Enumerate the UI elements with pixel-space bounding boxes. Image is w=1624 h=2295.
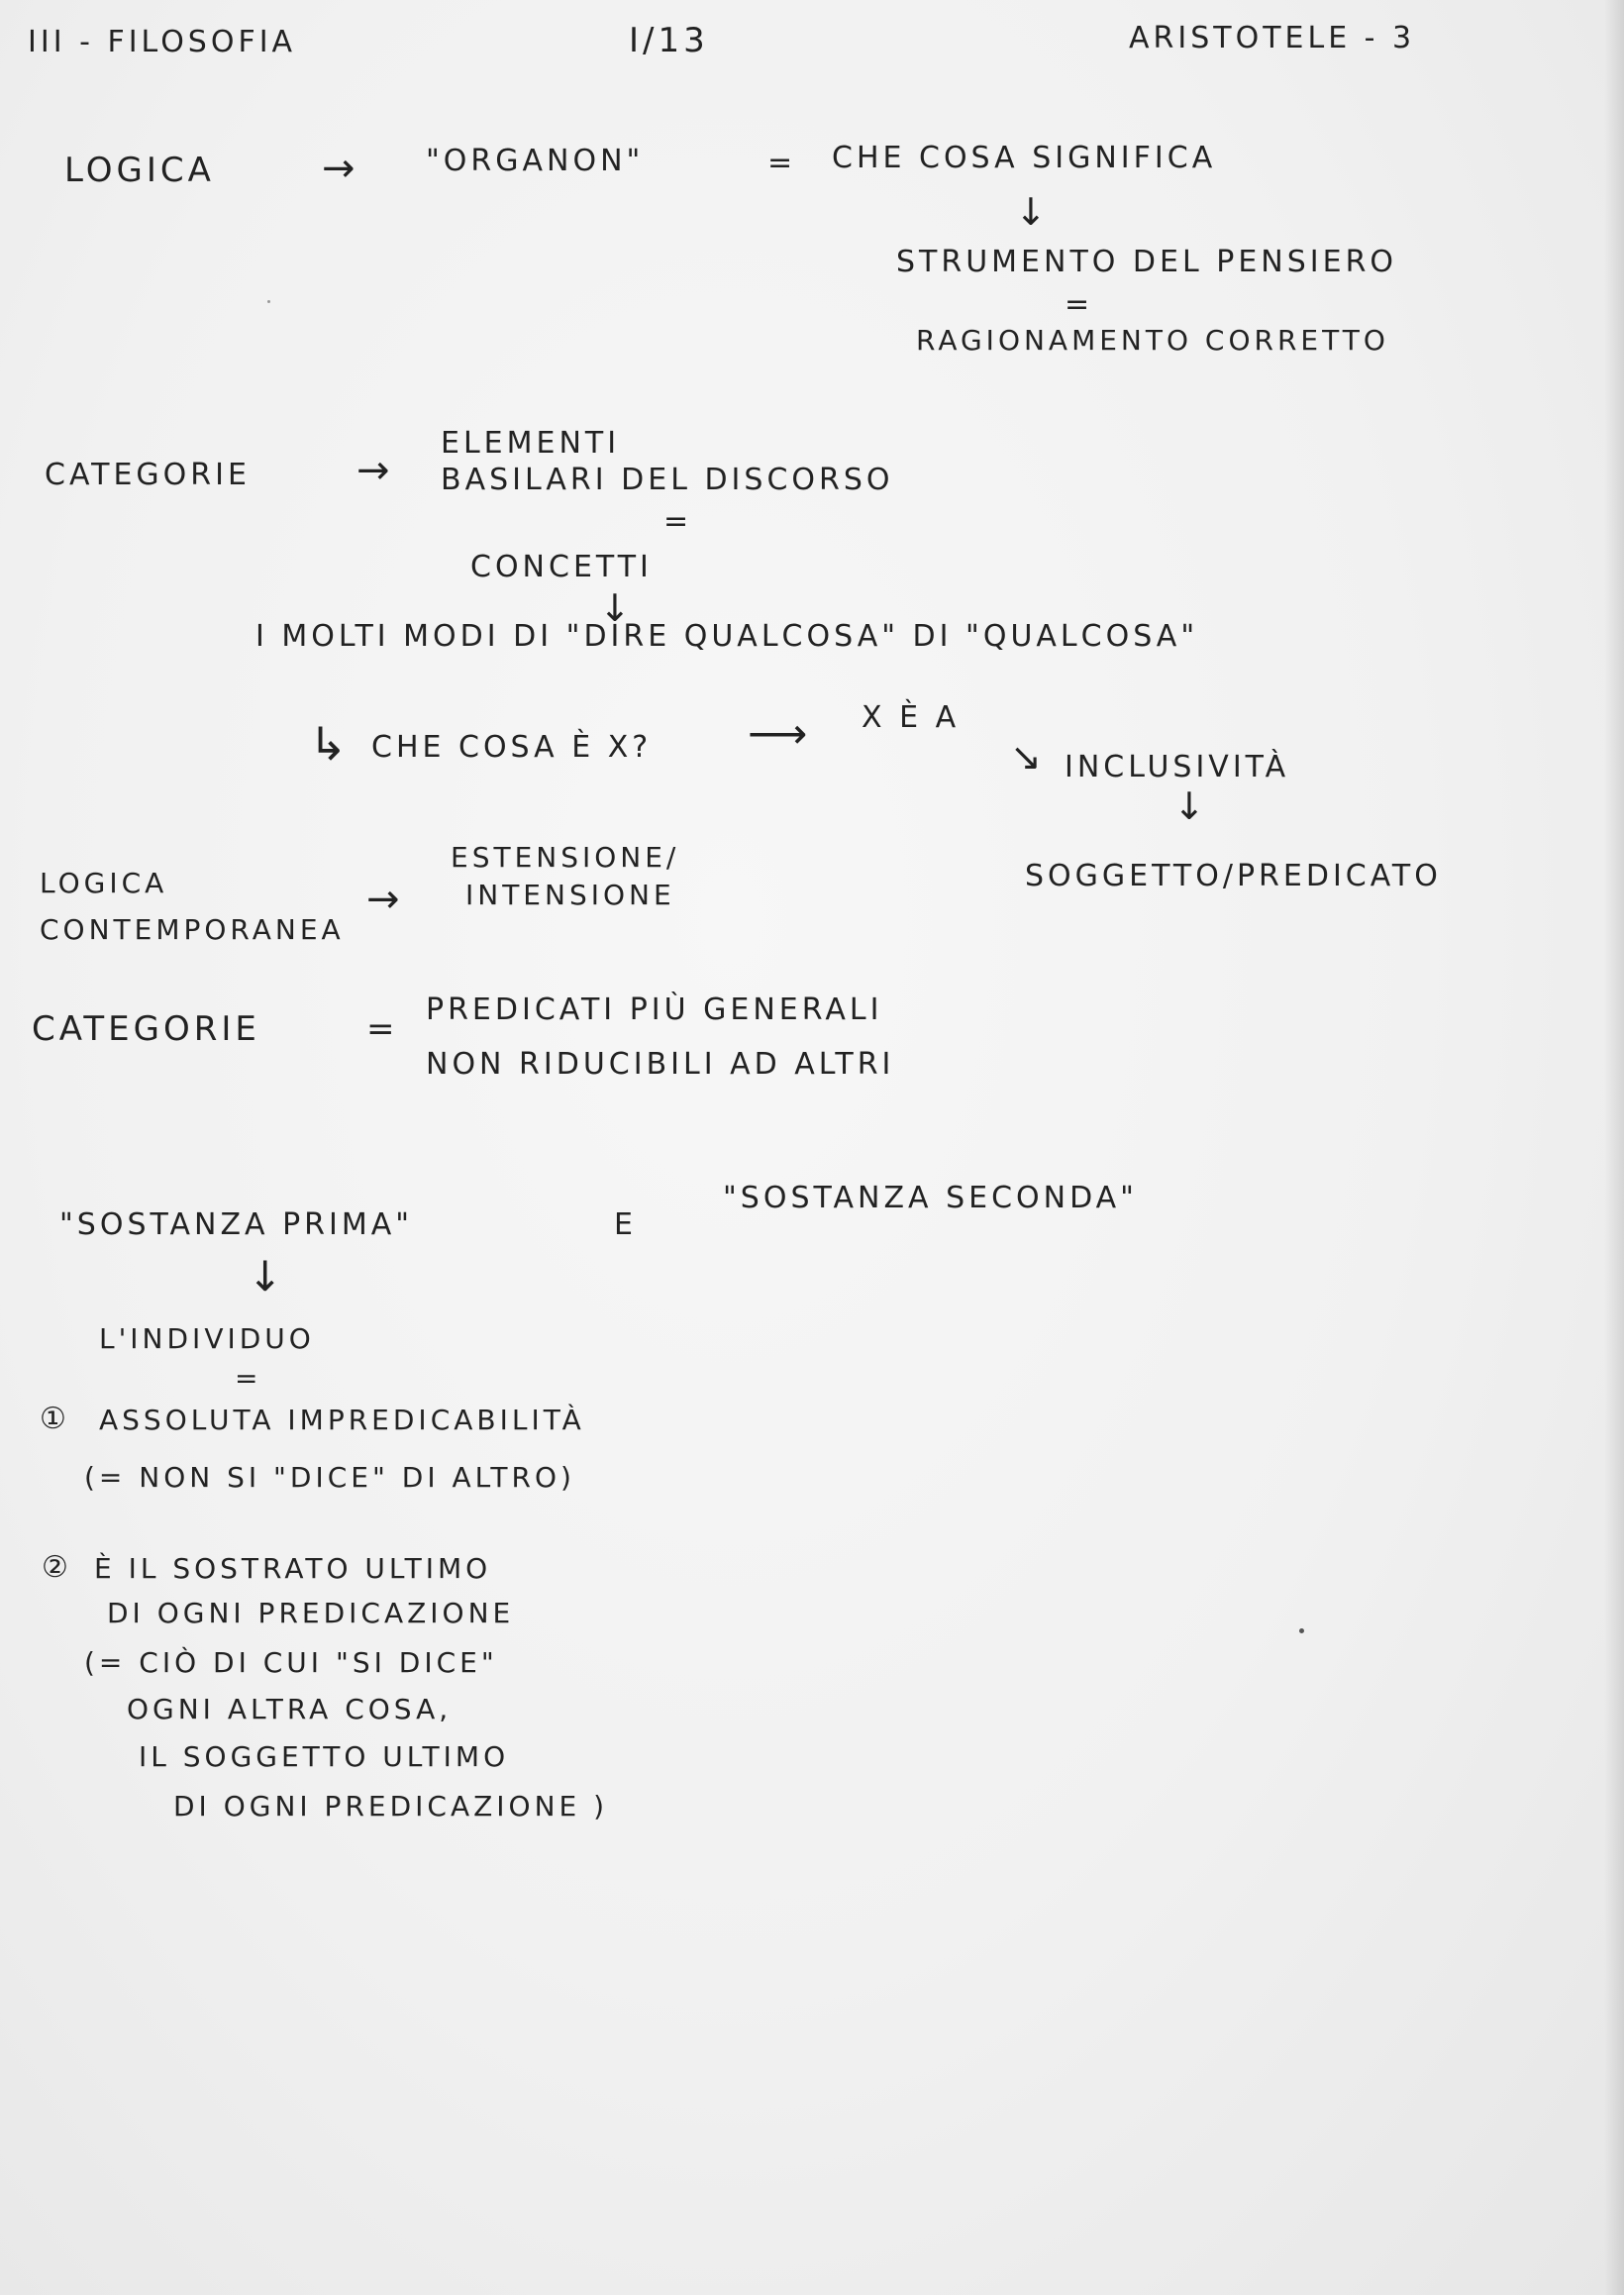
estensione-label: ESTENSIONE/	[451, 841, 680, 874]
organon-equals: =	[767, 146, 797, 180]
concetti-down-arrow: ↓	[599, 586, 631, 630]
point1-line1: ASSOLUTA IMPREDICABILITÀ	[99, 1404, 585, 1436]
individuo-label: L'INDIVIDUO	[99, 1322, 315, 1355]
sostanza-e: E	[614, 1207, 637, 1242]
header-left: III - FILOSOFIA	[28, 25, 297, 59]
point2-line5: IL SOGGETTO ULTIMO	[139, 1740, 510, 1773]
organon-label: "ORGANON"	[426, 144, 645, 178]
definizione-line1: PREDICATI PIÙ GENERALI	[426, 992, 883, 1027]
logica-term: LOGICA	[64, 151, 215, 190]
categorie-equals: =	[663, 504, 693, 539]
contemporanea-line1: LOGICA	[40, 867, 168, 899]
definizione-line2: NON RIDUCIBILI AD ALTRI	[426, 1047, 895, 1082]
point1-line2: (= NON SI "DICE" DI ALTRO)	[84, 1461, 575, 1494]
inclusivita-down-arrow: ↓	[1173, 784, 1205, 828]
categorie-arrow: →	[356, 448, 390, 493]
molti-modi-line: I MOLTI MODI DI "DIRE QUALCOSA" DI "QUALCOSA"	[255, 619, 1199, 654]
page-edge-shadow	[1604, 0, 1624, 2295]
point2-line2: DI OGNI PREDICAZIONE	[107, 1597, 515, 1629]
diagonal-arrow: ↘	[1010, 735, 1042, 779]
ragionamento-line: RAGIONAMENTO CORRETTO	[916, 324, 1389, 357]
intensione-label: INTENSIONE	[465, 879, 675, 911]
definizione-equals: =	[366, 1009, 399, 1049]
logica-arrow: →	[322, 146, 355, 191]
categorie-term: CATEGORIE	[45, 458, 251, 492]
individuo-equals: =	[235, 1362, 262, 1395]
organon-meaning: CHE COSA SIGNIFICA	[832, 141, 1217, 175]
point2-line4: OGNI ALTRA COSA,	[127, 1693, 453, 1725]
sostanza-down-arrow: ↓	[248, 1252, 283, 1301]
contemporanea-line2: CONTEMPORANEA	[40, 913, 345, 946]
header-right: ARISTOTELE - 3	[1129, 21, 1416, 55]
soggetto-predicato: SOGGETTO/PREDICATO	[1025, 859, 1442, 893]
sostanza-prima: "SOSTANZA PRIMA"	[59, 1207, 414, 1242]
point2-line1: È IL SOSTRATO ULTIMO	[94, 1552, 492, 1585]
point2-line3: (= CIÒ DI CUI "SI DICE"	[84, 1646, 498, 1679]
point2-number: ②	[42, 1550, 68, 1585]
point1-number: ①	[40, 1402, 66, 1436]
scan-speck	[1299, 1628, 1304, 1633]
corner-arrow: ↳	[309, 717, 348, 771]
inclusivita-label: INCLUSIVITÀ	[1065, 750, 1290, 784]
header-center: I/13	[629, 21, 709, 60]
strumento-equals: =	[1065, 287, 1094, 322]
x-e-a-answer: X È A	[862, 700, 961, 735]
concetti-label: CONCETTI	[470, 550, 653, 584]
meaning-down-arrow: ↓	[1015, 190, 1047, 234]
scan-speck-small	[267, 300, 270, 303]
categorie-elementi: ELEMENTI	[441, 426, 621, 461]
categorie-basilari: BASILARI DEL DISCORSO	[441, 463, 894, 497]
question-arrow: ⟶	[748, 709, 808, 758]
sostanza-seconda: "SOSTANZA SECONDA"	[723, 1181, 1138, 1215]
definizione-term: CATEGORIE	[32, 1009, 260, 1049]
che-cosa-question: CHE COSA È X?	[371, 730, 653, 765]
strumento-line: STRUMENTO DEL PENSIERO	[896, 245, 1398, 279]
point2-line6: DI OGNI PREDICAZIONE )	[173, 1790, 609, 1823]
contemporanea-arrow: →	[366, 877, 400, 922]
